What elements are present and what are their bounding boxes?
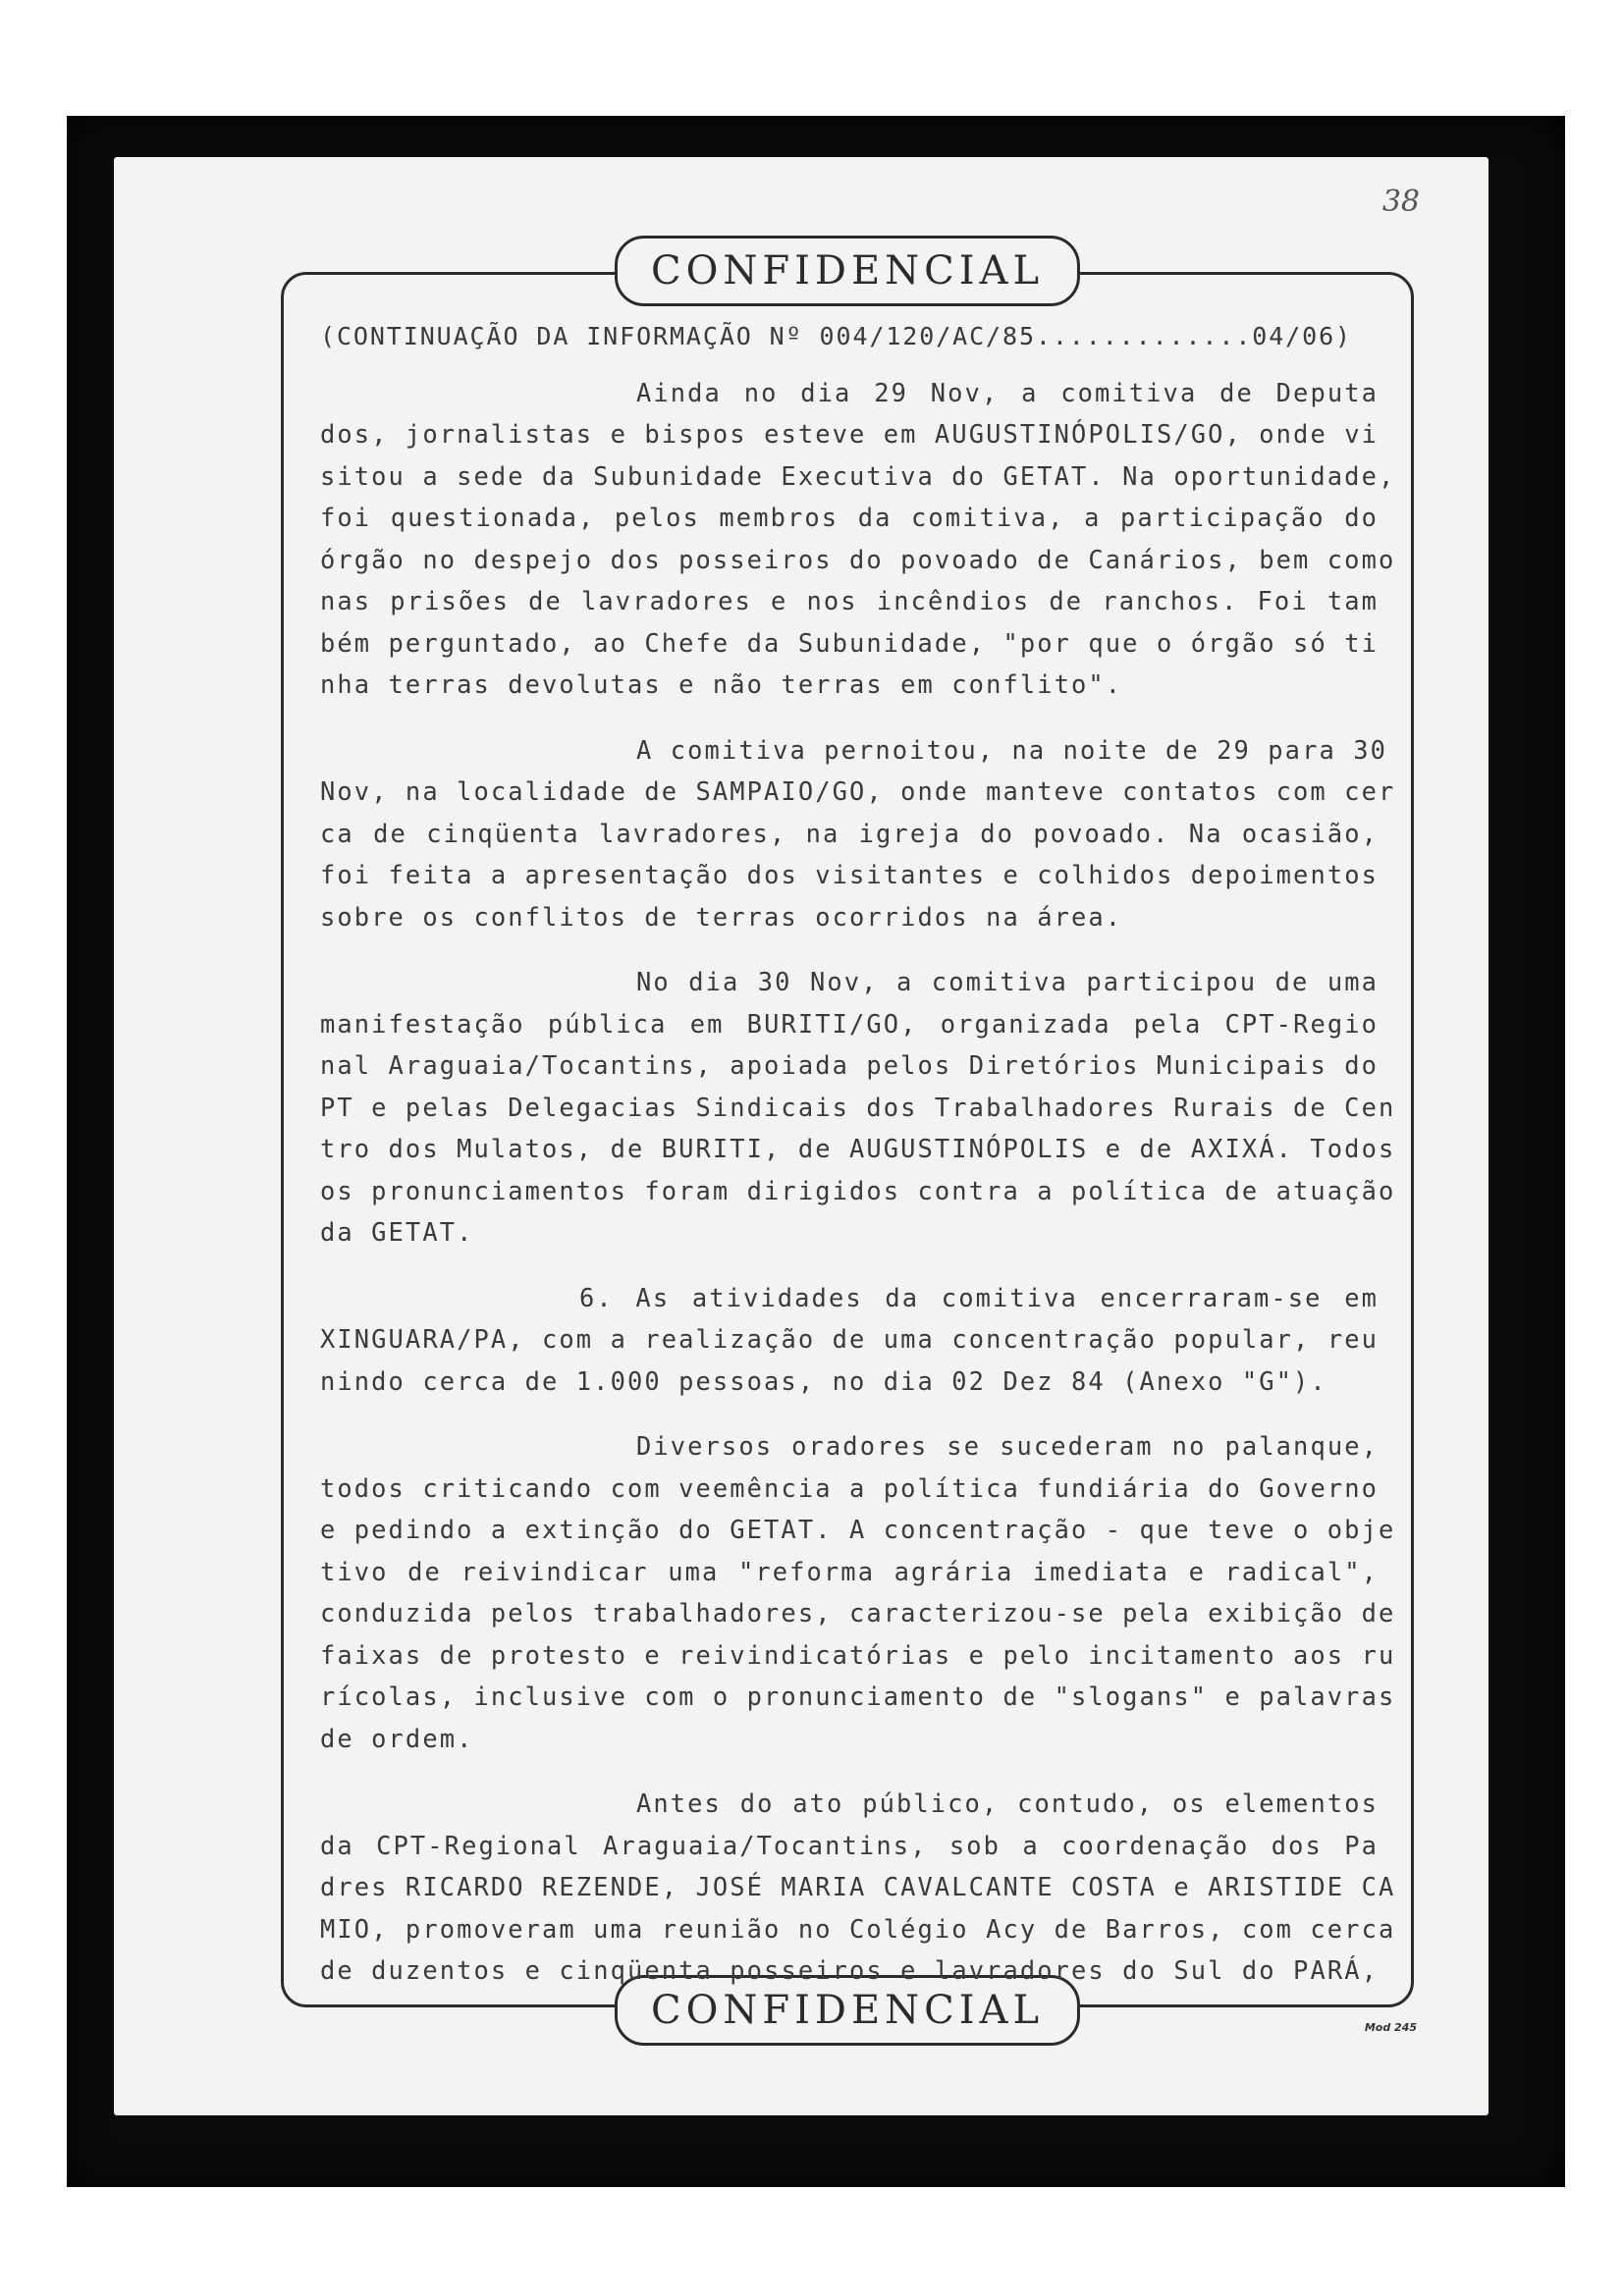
text-line: Diversos oradores se sucederam no palanque, (636, 1431, 1379, 1461)
text-line: XINGUARA/PA, com a realização de uma concentração popular, reu (320, 1324, 1379, 1354)
paragraph-7 (320, 1425, 1396, 1759)
confidential-stamp-top: CONFIDENCIAL (615, 236, 1080, 306)
paragraph-8 (320, 1783, 1396, 1992)
text-line: nindo cerca de 1.000 pessoas, no dia 02 Dez 84 (Anexo "G"). (320, 1365, 1327, 1396)
form-code: Mod 245 (1364, 2021, 1417, 2034)
text-line: Ainda no dia 29 Nov, a comitiva de Deputa (636, 377, 1379, 407)
document-body (320, 316, 1396, 1992)
text-line: todos criticando com veemência a política fundiária do Governo (320, 1472, 1379, 1503)
paragraph-3 (320, 961, 1396, 1254)
paragraph-1 (320, 372, 1396, 706)
paragraph-2 (320, 729, 1396, 938)
text-line: manifestação pública em BURITI/GO, organizada pela CPT-Regio (320, 1008, 1379, 1039)
text-line: sitou a sede da Subunidade Executiva do GETAT. Na oportunidade, (320, 460, 1396, 491)
text-line: dos, jornalistas e bispos esteve em AUGUSTINÓPOLIS/GO, onde vi (320, 419, 1379, 449)
text-line: No dia 30 Nov, a comitiva participou de uma (636, 967, 1379, 996)
text-line: faixas de protesto e reivindicatórias e pelo incitamento aos ru (320, 1639, 1396, 1670)
text-line: da CPT-Regional Araguaia/Tocantins, sob a coordenação dos Pa (320, 1830, 1379, 1860)
text-line: tro dos Mulatos, de BURITI, de AUGUSTINÓPOLIS e de AXIXÁ. Todos (320, 1134, 1396, 1163)
text-line: dres RICARDO REZENDE, JOSÉ MARIA CAVALCANTE COSTA e ARISTIDE CA (320, 1872, 1396, 1901)
page-number: 38 (1381, 185, 1420, 219)
text-line: sobre os conflitos de terras ocorridos na área. (320, 901, 1123, 932)
text-line: foi questionada, pelos membros da comitiva, a participação do (320, 503, 1379, 532)
confidential-stamp-bottom: CONFIDENCIAL (615, 1975, 1080, 2046)
text-line: nas prisões de lavradores e nos incêndios de ranchos. Foi tam (320, 586, 1379, 615)
text-line: Nov, na localidade de SAMPAIO/GO, onde manteve contatos com cer (320, 776, 1396, 806)
text-line: ca de cinqüenta lavradores, na igreja do povoado. Na ocasião, (320, 818, 1379, 848)
text-line: órgão no despejo dos posseiros do povoado de Canários, bem como (320, 544, 1396, 574)
text-line: PT e pelas Delegacias Sindicais dos Trabalhadores Rurais de Cen (320, 1092, 1396, 1122)
continuation-header: (CONTINUAÇÃO DA INFORMAÇÃO Nº 004/120/AC/85.............04/06) (320, 322, 1352, 350)
text-line: e pedindo a extinção do GETAT. A concentração - que teve o obje (320, 1515, 1396, 1544)
text-line: conduzida pelos trabalhadores, caracterizou-se pela exibição de (320, 1598, 1396, 1628)
text-line: tivo de reivindicar uma "reforma agrária imediata e radical", (320, 1556, 1379, 1586)
text-line: A comitiva pernoitou, na noite de 29 para 30 (636, 734, 1388, 765)
paragraph-6 (320, 1277, 1379, 1403)
text-line: bém perguntado, ao Chefe da Subunidade, "por que o órgão só ti (320, 627, 1379, 658)
text-line: de duzentos e cinqüenta posseiros e lavradores do Sul do PARÁ, (320, 1955, 1379, 1985)
text-line: foi feita a apresentação dos visitantes e colhidos depoimentos (320, 860, 1379, 889)
text-line: de ordem. (320, 1723, 474, 1753)
text-line: nha terras devolutas e não terras em conflito". (320, 669, 1123, 699)
text-line: Antes do ato público, contudo, os elementos (636, 1789, 1379, 1818)
text-line: rícolas, inclusive com o pronunciamento de "slogans" e palavras (320, 1682, 1396, 1711)
text-line: MIO, promoveram uma reunião no Colégio Acy de Barros, com cerca (320, 1913, 1396, 1944)
text-line: os pronunciamentos foram dirigidos contra a política de atuação (320, 1175, 1396, 1205)
text-line: da GETAT. (320, 1217, 474, 1247)
text-line: 6. As atividades da comitiva encerraram-se em (579, 1282, 1379, 1312)
text-line: nal Araguaia/Tocantins, apoiada pelos Diretórios Municipais do (320, 1050, 1379, 1080)
